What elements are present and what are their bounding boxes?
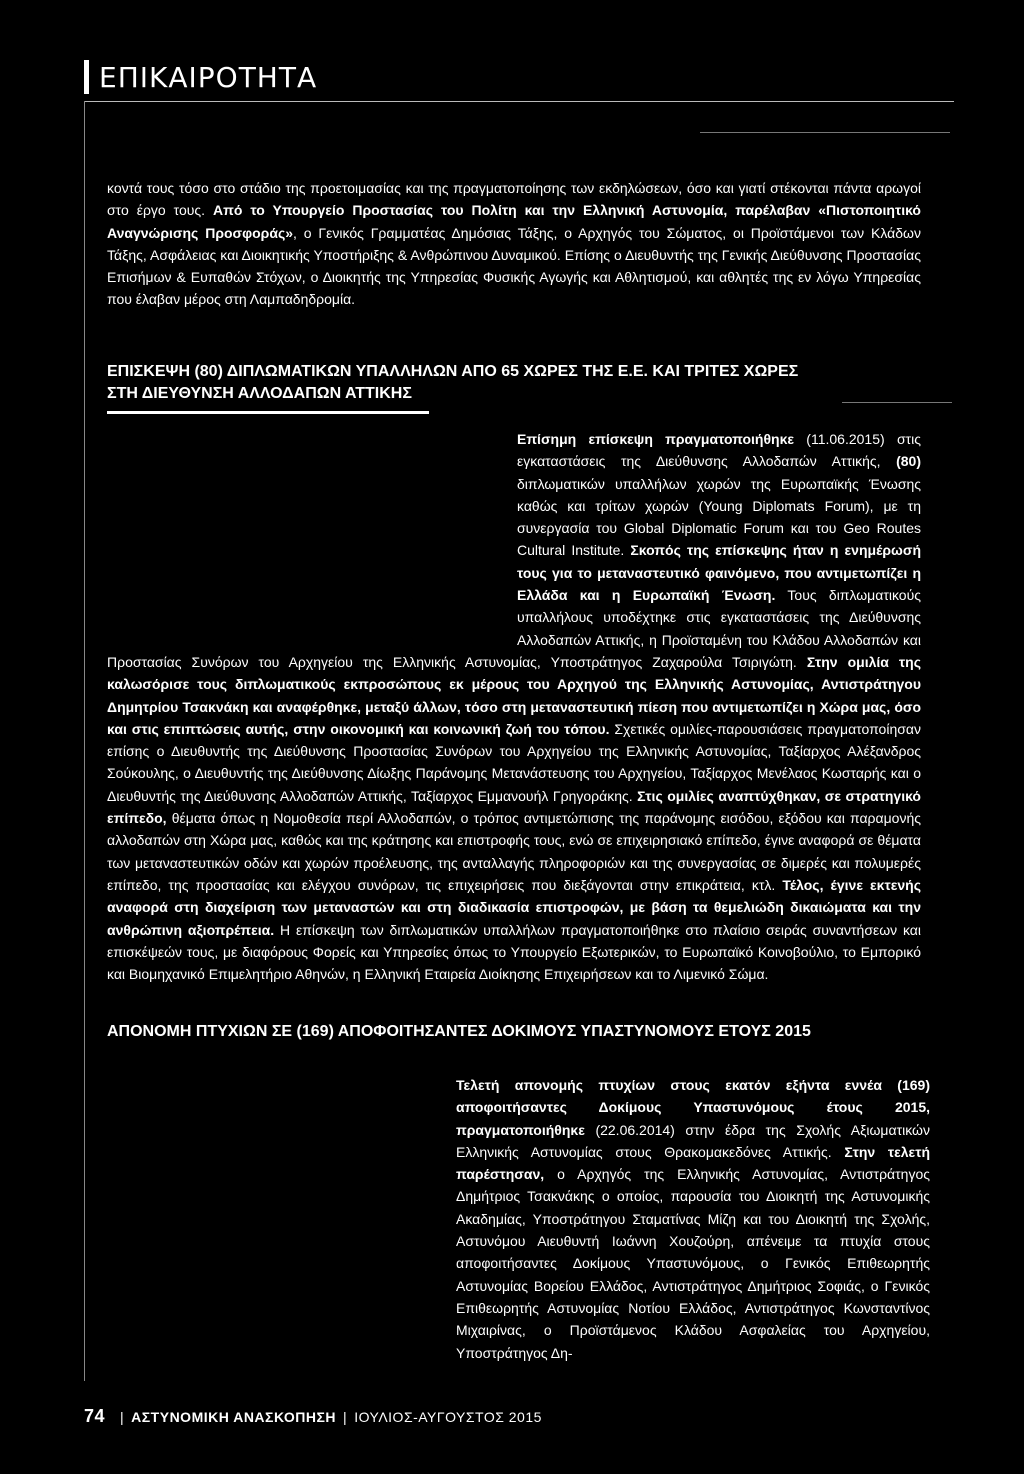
header-bar <box>84 60 89 94</box>
visit-paragraph <box>107 428 921 985</box>
visit-left-indent <box>107 428 517 640</box>
section-title: ΕΠΙΚΑΙΡΟΤΗΤΑ <box>99 60 318 94</box>
graduation-paragraph <box>456 1074 930 1364</box>
graduation-text-1: (22.06.2014) στην έδρα της Σχολής Αξιωματικών Ελληνικής Αστυνομίας στους Θρακομακεδόνες Αττικής. <box>456 1121 930 1160</box>
visit-heading-right-rule <box>842 402 952 403</box>
intro-paragraph <box>107 177 921 311</box>
visit-text-2: διπλωματικών υπαλλήλων χωρών της Ευρωπαϊκής Ένωσης καθώς και τρίτων χωρών (Young Diplomats Forum), με τη συνεργασία του Global Diplomatic Forum και του Geo Routes Cultural Institute. <box>517 475 921 559</box>
visit-bold-3: Σκοπός της επίσκεψης ήταν η ενημέρωσή τους για το μεταναστευτικό φαινόμενο, που αντιμετωπίζει η Ελλάδα και η Ευρωπαϊκή Ένωση. <box>517 542 921 604</box>
issue-date: ΙΟΥΛΙΟΣ-ΑΥΓΟΥΣΤΟΣ 2015 <box>354 1408 542 1425</box>
visit-heading-line-2: ΣΤΗ ΔΙΕΥΘΥΝΣΗ ΑΛΛΟΔΑΠΩΝ ΑΤΤΙΚΗΣ <box>107 385 412 402</box>
section-header <box>84 60 317 94</box>
visit-bold-6: Τέλος, έγινε εκτενής αναφορά στη διαχείριση των μεταναστών και στη διαδικασία επιστροφών, με βάση τα θεμελιώδη δικαιώματα και την ανθρώπινη αξιοπρέπεια. <box>107 876 921 938</box>
page-footer <box>84 1406 542 1427</box>
visit-text-3: Τους διπλωματικούς υπαλλήλους υποδέχτηκε στις εγκαταστάσεις της Διεύθυνσης Αλλοδαπών Αττικής, η Προϊσταμένη του Κλάδου Αλλοδαπών και Προστασίας Συνόρων του Αρχηγείου της Ελληνικής Αστυνομίας, Υποστράτηγος Ζαχαρούλα Τσιριγώτη. <box>107 587 921 670</box>
graduation-text-2: ο Αρχηγός της Ελληνικής Αστυνομίας, Αντιστράτηγος Δημήτριος Τσακνάκης ο οποίος, παρουσία του Διοικητή της Αστυνομικής Ακαδημίας, Υποστράτηγου Σταματίνας Μίζη και του Διοικητή της Σχολής, Αστυνόμου Αιευθυντή Ιωάννη Χουζούρη, απένειμε τα πτυχία στους αποφοιτήσαντες Δοκίμους Υπαστυνόμους, ο Γενικός Επιθεωρητής Αστυνομίας Βορείου Ελλάδος, Αντιστράτηγος Δημήτριος Σοφιάς, ο Γενικός Επιθεωρητής Αστυνομίας Νοτίου Ελλάδος, Αντιστράτηγος Κωνσταντίνος Μιχαιρίνας, ο Προϊστάμενος Κλάδου Ασφαλείας του Αρχηγείου, Υποστράτηγος Δη- <box>456 1166 930 1361</box>
visit-text-1: (11.06.2015) στις εγκαταστάσεις της Διεύθυνσης Αλλοδαπών Αττικής, <box>517 431 921 470</box>
header-rule <box>84 101 954 102</box>
graduation-bold-1: Τελετή απονομής πτυχίων στους εκατόν εξήντα εννέα (169) αποφοιτήσαντες Δοκίμους Υπαστυνόμους έτους 2015, πραγματοποιήθηκε <box>456 1077 930 1138</box>
visit-heading-line-1: ΕΠΙΣΚΕΨΗ (80) ΔΙΠΛΩΜΑΤΙΚΩΝ ΥΠΑΛΛΗΛΩΝ ΑΠΟ 65 ΧΩΡΕΣ ΤΗΣ Ε.Ε. ΚΑΙ ΤΡΙΤΕΣ ΧΩΡΕΣ <box>107 363 799 380</box>
intro-text-2: , ο Γενικός Γραμματέας Δημόσιας Τάξης, ο Αρχηγός του Σώματος, οι Προϊστάμενοι των Κλάδων Τάξης, Ασφάλειας και Διοικητικής Υποστήριξης & Ανθρώπινου Δυναμικού. Επίσης ο Διευθυντής της Γενικής Διεύθυνσης Προστασίας Επισήμων & Ευπαθών Στόχων, ο Διοικητής της Υπηρεσίας Φυσικής Αγωγής και Αθλητισμού, και αθλητές της εν λόγω Υπηρεσίας που έλαβαν μέρος στη Λαμπαδηδρομία. <box>107 224 921 308</box>
visit-heading <box>107 361 937 405</box>
visit-bold-5: Στις ομιλίες αναπτύχθηκαν, σε στρατηγικό επίπεδο, <box>107 787 921 827</box>
visit-text-6: Η επίσκεψη των διπλωματικών υπαλλήλων πραγματοποιήθηκε στο πλαίσιο σειράς συναντήσεων και επισκέψεών τους, με διαφόρους Φορείς και Υπηρεσίες όπως το Υπουργείο Εξωτερικών, το Ευρωπαϊκό Κοινοβούλιο, το Εμπορικό και Βιομηχανικό Επιμελητήριο Αθηνών, η Ελληνική Εταιρεία Διοίκησης Επιχειρήσεων και το Λιμενικό Σώμα. <box>107 921 921 983</box>
visit-text-5: θέματα όπως η Νομοθεσία περί Αλλοδαπών, ο τρόπος αντιμετώπισης της παράνομης εισόδου, εξόδου και παραμονής αλλοδαπών στη Χώρα μας, καθώς και της κράτησης και επιστροφής τους, ενώ σε επιχειρησιακό επίπεδο, έγινε αναφορά σε θέματα των μεταναστευτικών οδών και χωρών προέλευσης, της ανταλλαγής πληροφοριών και της συνεργασίας σε διμερές και πολυμερές επίπεδο, της προστασίας και ελέγχου συνόρων, τις επιχειρήσεις που διεξάγονται στην επικράτεια, κτλ. <box>107 810 921 893</box>
visit-text-4: Σχετικές ομιλίες-παρουσιάσεις πραγματοποίησαν επίσης ο Διευθυντής της Διεύθυνσης Προστασίας Συνόρων του Αρχηγείου της Ελληνικής Αστυνομίας, Ταξίαρχος Αλέξανδρος Σούκουλης, ο Διευθυντής της Διεύθυνσης Δίωξης Παράνομης Μετανάστευσης του Αρχηγείου, Ταξίαρχος Μενέλαος Κωσταρής και ο Διευθυντής της Διεύθυνσης Αλλοδαπών Αττικής, Ταξίαρχος Εμμανουήλ Γρηγοράκης. <box>107 720 921 804</box>
page-number: 74 <box>84 1406 106 1426</box>
intro-bold-1: Από το Υπουργείο Προστασίας του Πολίτη και την Ελληνική Αστυνομία, παρέλαβαν «Πιστοποιητικό Αναγνώρισης Προσφοράς» <box>107 202 921 241</box>
visit-bold-2: (80) <box>896 453 921 470</box>
visit-bold-4: Στην ομιλία της καλωσόρισε τους διπλωματικούς εκπροσώπους εκ μέρους του Αρχηγού της Ελληνικής Αστυνομίας, Αντιστράτηγου Δημητρίου Τσακνάκη και αναφέρθηκε, μεταξύ άλλων, τόσο στη μεταναστευτική πίεση που αντιμετωπίζει η Χώρα μας, όσο και στις επιπτώσεις αυτής, στην οικονομική και κοινωνική ζωή του τόπου. <box>107 653 921 737</box>
footer-separator-1: | <box>120 1408 125 1425</box>
top-right-rule <box>700 132 950 133</box>
visit-bold-1: Επίσημη επίσκεψη πραγματοποιήθηκε <box>517 431 795 447</box>
graduation-bold-2: Στην τελετή παρέστησαν, <box>456 1143 930 1183</box>
intro-text-1: κοντά τους τόσο στο στάδιο της προετοιμασίας και της πραγματοποίησης των εκδηλώσεων, όσο και γιατί στέκονται πάντα αρωγοί στο έργο τους. <box>107 180 921 219</box>
visit-heading-underline <box>107 411 429 414</box>
left-margin-rule <box>84 101 85 1381</box>
footer-separator-2: | <box>343 1408 348 1425</box>
graduation-heading: ΑΠΟΝΟΜΗ ΠΤΥΧΙΩΝ ΣΕ (169) ΑΠΟΦΟΙΤΗΣΑΝΤΕΣ ΔΟΚΙΜΟΥΣ ΥΠΑΣΤΥΝΟΜΟΥΣ ΕΤΟΥΣ 2015 <box>107 1023 811 1040</box>
publication-name: ΑΣΤΥΝΟΜΙΚΗ ΑΝΑΣΚΟΠΗΣΗ <box>131 1408 337 1425</box>
